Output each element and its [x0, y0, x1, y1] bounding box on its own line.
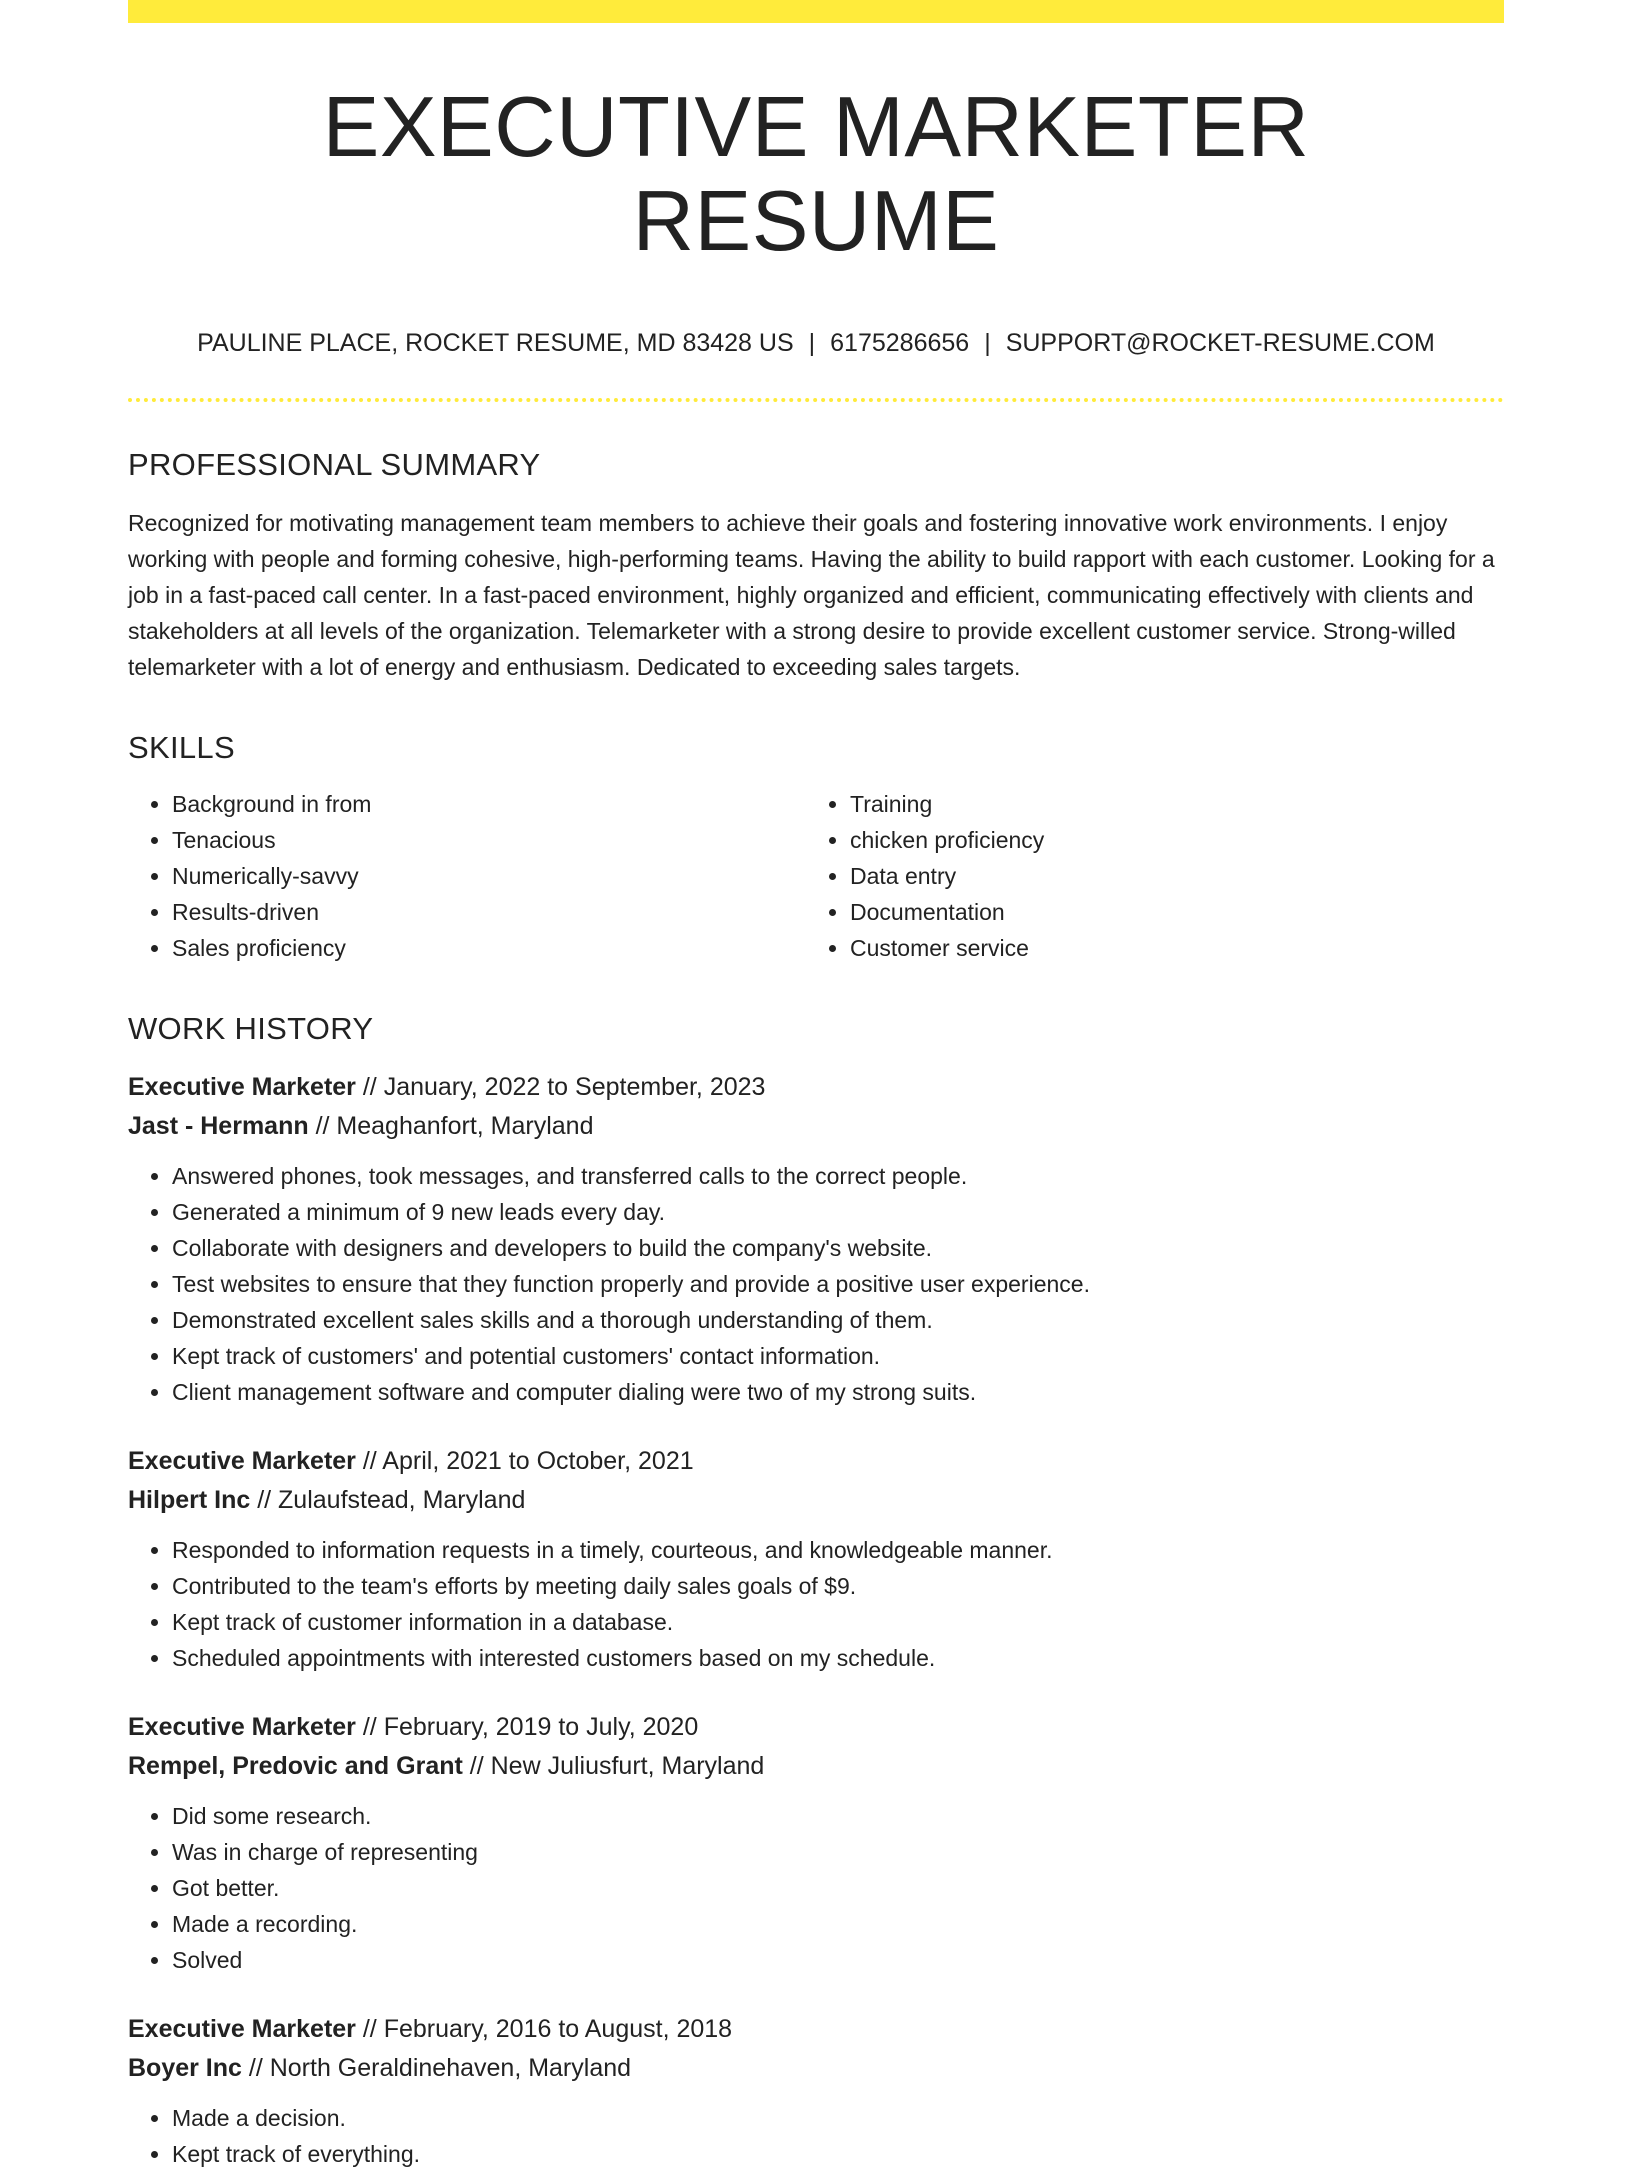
contact-phone: 6175286656 — [830, 329, 970, 357]
contact-line — [128, 328, 1504, 358]
job-bullet: • Collaborate with designers and developers to build the company's website. — [172, 1230, 1504, 1266]
skill-item: • Customer service — [850, 930, 1484, 966]
skill-item: • Background in from — [172, 786, 806, 822]
dotted-divider — [128, 398, 1504, 402]
job-bullet: • Answered phones, took messages, and transferred calls to the correct people. — [172, 1158, 1504, 1194]
job-location: // North Geraldinehaven, Maryland — [241, 2053, 632, 2082]
job-title-line — [128, 1708, 1504, 1747]
job-title-line — [128, 1442, 1504, 1481]
job-company: Jast - Hermann — [128, 1111, 309, 1140]
job-company: Boyer Inc — [128, 2053, 242, 2082]
job-bullets — [128, 1532, 1504, 1676]
job-bullet: • Kept track of everything. — [172, 2136, 1504, 2172]
job-company-line — [128, 1107, 1504, 1146]
job-entry — [128, 1068, 1504, 1410]
skill-item: • Sales proficiency — [172, 930, 806, 966]
job-entry — [128, 1442, 1504, 1676]
job-bullet: • Made a recording. — [172, 1906, 1504, 1942]
job-bullet: • Did some research. — [172, 1798, 1504, 1834]
job-location: // New Juliusfurt, Maryland — [462, 1751, 765, 1780]
skill-item: • Data entry — [850, 858, 1484, 894]
summary-heading: PROFESSIONAL SUMMARY — [128, 447, 541, 482]
work-history-heading: WORK HISTORY — [128, 1011, 374, 1047]
job-location: // Meaghanfort, Maryland — [308, 1111, 594, 1140]
skill-item: • Documentation — [850, 894, 1484, 930]
skill-item: • Results-driven — [172, 894, 806, 930]
skills-list-left — [128, 786, 806, 966]
job-bullet: • Solved — [172, 1942, 1504, 1978]
job-entry — [128, 1708, 1504, 1978]
job-bullets — [128, 1158, 1504, 1410]
summary-text: Recognized for motivating management team members to achieve their goals and fostering innovative work environments. I enjoy working with people and forming cohesive, high-performing teams. Having the ability to build rapport with each customer. Looking for a job in a fast-paced call center. In a fast-paced environment, highly organized and efficient, communicating effectively with clients and stakeholders at all levels of the organization. Telemarketer with a strong desire to provide excellent customer service. Strong-willed telemarketer with a lot of energy and enthusiasm. Dedicated to exceeding sales targets. — [128, 510, 1495, 681]
job-title: Executive Marketer — [128, 1072, 356, 1101]
job-dates: // February, 2016 to August, 2018 — [355, 2014, 733, 2043]
job-bullet: • Demonstrated excellent sales skills and a thorough understanding of them. — [172, 1302, 1504, 1338]
skills-list-right — [806, 786, 1484, 966]
job-company-line — [128, 2049, 1504, 2088]
job-bullet: • Client management software and computer dialing were two of my strong suits. — [172, 1374, 1504, 1410]
skill-item: • Training — [850, 786, 1484, 822]
job-title-line — [128, 2010, 1504, 2049]
job-company: Rempel, Predovic and Grant — [128, 1751, 463, 1780]
skills-columns — [128, 786, 1504, 966]
job-bullet: • Responded to information requests in a timely, courteous, and knowledgeable manner. — [172, 1532, 1504, 1568]
job-bullet: • Scheduled appointments with interested customers based on my schedule. — [172, 1640, 1504, 1676]
job-bullets — [128, 1798, 1504, 1978]
skill-item: • Tenacious — [172, 822, 806, 858]
job-dates: // February, 2019 to July, 2020 — [355, 1712, 699, 1741]
accent-top-bar — [128, 0, 1504, 23]
job-title: Executive Marketer — [128, 1446, 356, 1475]
job-bullet: • Generated a minimum of 9 new leads every day. — [172, 1194, 1504, 1230]
contact-separator: | — [984, 329, 991, 357]
job-company-line — [128, 1481, 1504, 1520]
job-dates: // April, 2021 to October, 2021 — [355, 1446, 694, 1475]
job-entry — [128, 2010, 1504, 2172]
contact-email: SUPPORT@ROCKET-RESUME.COM — [1005, 329, 1435, 357]
job-bullets — [128, 2100, 1504, 2172]
job-bullet: • Contributed to the team's efforts by meeting daily sales goals of $9. — [172, 1568, 1504, 1604]
job-title: Executive Marketer — [128, 1712, 356, 1741]
job-bullet: • Kept track of customer information in a database. — [172, 1604, 1504, 1640]
job-location: // Zulaufstead, Maryland — [250, 1485, 526, 1514]
job-company-line — [128, 1747, 1504, 1786]
skill-item: • chicken proficiency — [850, 822, 1484, 858]
skill-item: • Numerically-savvy — [172, 858, 806, 894]
job-title-line — [128, 1068, 1504, 1107]
resume-title: EXECUTIVE MARKETER RESUME — [322, 80, 1310, 269]
job-company: Hilpert Inc — [128, 1485, 251, 1514]
job-bullet: • Made a decision. — [172, 2100, 1504, 2136]
job-title: Executive Marketer — [128, 2014, 356, 2043]
job-bullet: • Was in charge of representing — [172, 1834, 1504, 1870]
job-bullet: • Kept track of customers' and potential customers' contact information. — [172, 1338, 1504, 1374]
job-bullet: • Test websites to ensure that they function properly and provide a positive user experience. — [172, 1266, 1504, 1302]
contact-address: PAULINE PLACE, ROCKET RESUME, MD 83428 US — [197, 329, 794, 357]
skills-heading: SKILLS — [128, 730, 235, 766]
job-bullet: • Got better. — [172, 1870, 1504, 1906]
contact-separator: | — [808, 329, 816, 357]
resume-page — [128, 0, 1504, 2172]
job-dates: // January, 2022 to September, 2023 — [355, 1072, 766, 1101]
